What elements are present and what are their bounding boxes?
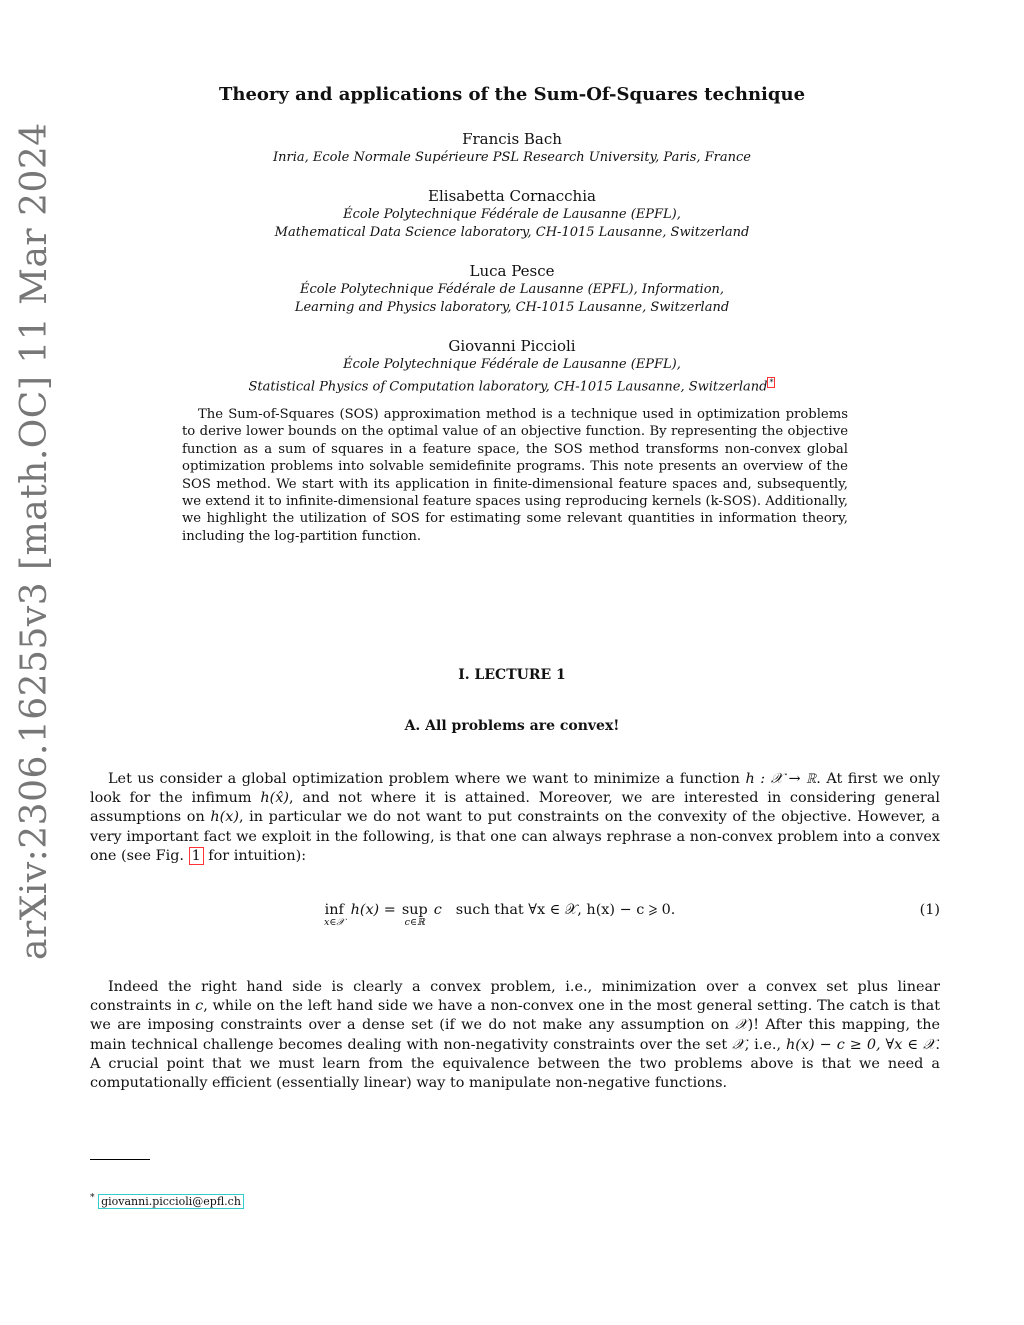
author-affiliation — [0, 374, 1024, 396]
math-inline: 𝒳 — [735, 1017, 748, 1034]
author-affiliation: École Polytechnique Fédérale de Lausanne (EPFL), Information, — [299, 282, 725, 297]
operator-subscript: c∈ℝ — [404, 917, 425, 928]
body-paragraph — [90, 770, 940, 866]
equation-content — [324, 902, 675, 928]
math-inline: h : 𝒳 → ℝ — [745, 771, 817, 787]
equation-lhs: h(x) = — [350, 902, 396, 918]
affiliation-text: Statistical Physics of Computation laboratory, CH-1015 Lausanne, Switzerland — [248, 379, 768, 395]
footnote-divider — [90, 1159, 150, 1160]
operator-text: inf — [324, 902, 344, 918]
email-link[interactable]: giovanni.piccioli@epfl.ch — [98, 1194, 244, 1209]
infimum-operator — [324, 902, 345, 928]
author-affiliation: Mathematical Data Science laboratory, CH-1015 Lausanne, Switzerland — [274, 225, 750, 240]
arxiv-identifier: arXiv:2306.16255v3 [math.OC] 11 Mar 2024 — [14, 122, 55, 960]
math-inline: h(x) — [210, 809, 239, 826]
author-affiliation: École Polytechnique Fédérale de Lausanne (EPFL), — [343, 207, 681, 222]
author-affiliation: École Polytechnique Fédérale de Lausanne (EPFL), — [343, 357, 681, 372]
math-inline: c — [195, 998, 204, 1015]
footnote-link[interactable]: * — [769, 378, 774, 387]
author-block — [0, 336, 1024, 396]
supremum-operator — [402, 902, 428, 928]
text-run: )! After this mapping, the main technical challenge becomes dealing with non-negativity constraints over the set — [90, 1017, 940, 1053]
author-name: Giovanni Piccioli — [448, 337, 576, 355]
text-run: Indeed the right hand side is clearly a convex problem, i.e., minimization over a convex set plus linear constraints in — [90, 979, 940, 1015]
equation-1 — [0, 898, 1024, 938]
author-affiliation: Inria, Ecole Normale Supérieure PSL Research University, Paris, France — [273, 150, 751, 165]
author-block — [0, 261, 1024, 317]
section-heading: I. LECTURE 1 — [458, 667, 566, 683]
equation-number: (1) — [919, 902, 940, 918]
operator-subscript: x∈𝒳 — [324, 917, 345, 928]
text-run: , and not where it is attained. Moreover, we are interested in considering general assumptions on — [90, 790, 940, 826]
subsection-heading: A. All problems are convex! — [404, 718, 620, 734]
text-run: , i.e., — [744, 1036, 787, 1053]
author-affiliation: Learning and Physics laboratory, CH-1015 Lausanne, Switzerland — [294, 300, 730, 315]
equation-variable: c — [433, 902, 442, 918]
text-run: Let us consider a global optimization problem where we want to minimize a function — [108, 771, 746, 787]
text-run: for intuition): — [203, 847, 307, 864]
footnote-mark: * — [90, 1192, 95, 1203]
math-inline: h(x) − c ≥ 0, ∀x ∈ 𝒳 — [786, 1036, 936, 1053]
abstract-text: The Sum-of-Squares (SOS) approximation method is a technique used in optimization problems to derive lower bounds on the optimal value of an objective function. By representing the objective function as a sum of squares in a feature space, the SOS method transforms non-convex global optimization problems into solvable semidefinite programs. This note presents an overview of the SOS method. We start with its application in finite-dimensional feature spaces and, subsequently, we extend it to infinite-dimensional feature spaces using reproducing kernels (k-SOS). Additionally, we highlight the utilization of SOS for estimating some relevant quantities in information theory, including the log-partition function. — [182, 407, 848, 544]
body-paragraph — [90, 978, 940, 1093]
paper-title: Theory and applications of the Sum-Of-Squares technique — [218, 84, 806, 105]
math-inline: h(x̂) — [260, 790, 289, 807]
text-run: . At first we only look for the infimum — [90, 771, 940, 807]
author-name: Elisabetta Cornacchia — [428, 187, 596, 205]
operator-text: sup — [401, 902, 428, 918]
text-run: , in particular we do not want to put constraints on the convexity of the objective. However, a very important fact we exploit in the following, is that one can always rephrase a non-convex problem into a convex one (see Fig. — [90, 809, 940, 864]
figure-reference-link[interactable]: 1 — [189, 847, 204, 865]
author-name: Luca Pesce — [469, 262, 555, 280]
equation-constraint: such that ∀x ∈ 𝒳, h(x) − c ⩾ 0. — [455, 902, 676, 918]
author-block — [0, 129, 1024, 167]
footnote — [90, 1192, 244, 1208]
abstract — [182, 406, 848, 545]
math-inline: 𝒳 — [732, 1036, 745, 1053]
text-run: . A crucial point that we must learn from the equivalence between the two problems above is that we need a computationally efficient (essentially linear) way to manipulate non-negative functions. — [90, 1036, 940, 1092]
author-block — [0, 186, 1024, 242]
text-run: , while on the left hand side we have a non-convex one in the most general setting. The catch is that we are imposing constraints over a dense set (if we do not make any assumption on — [90, 998, 940, 1034]
author-name: Francis Bach — [462, 130, 562, 148]
